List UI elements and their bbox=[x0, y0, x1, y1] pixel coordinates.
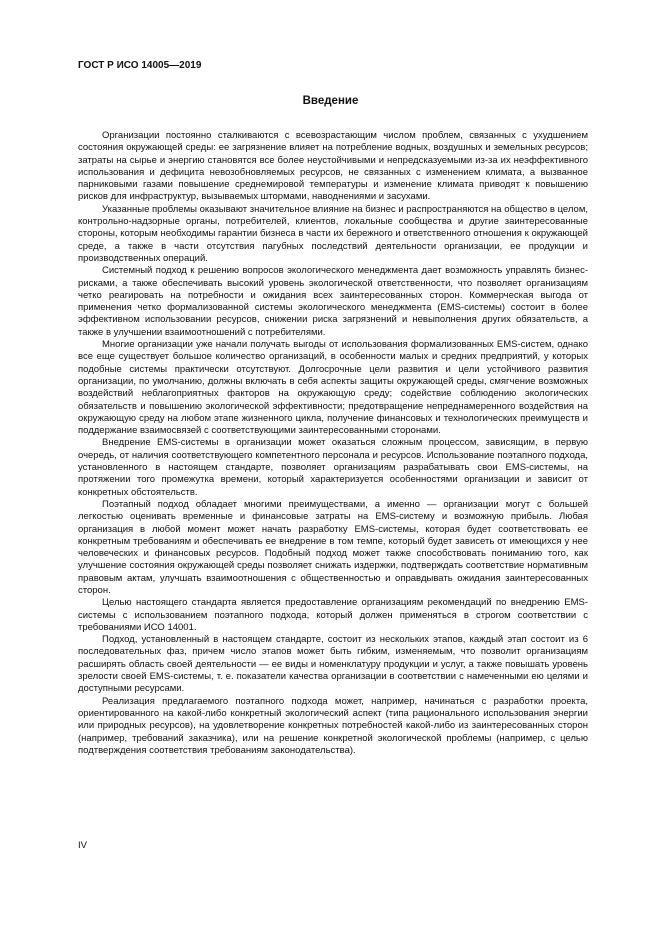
paragraph: Системный подход к решению вопросов экологического менеджмента дает возможность управлять бизнес-рисками, а также обеспечивать высокий уровень экологической ответственности, что позволяет организациям четко реагировать на потребности и ожидания всех заинтересованных сторон. Коммерческая выгода от применения четко формализованной системы экологического менеджмента (EMS-системы) состоит в более эффективном использовании ресурсов, снижении риска загрязнений и невыполнения других обязательств, а также в улучшении взаимоотношений с потребителями. bbox=[78, 265, 588, 338]
body-text bbox=[78, 130, 588, 757]
section-title: Введение bbox=[302, 95, 359, 107]
standard-header: ГОСТ Р ИСО 14005—2019 bbox=[78, 60, 202, 71]
paragraph: Внедрение EMS-системы в организации может оказаться сложным процессом, зависящим, в первую очередь, от наличия соответствующего компетентного персонала и ресурсов. Использование поэтапного подхода, установленного в настоящем стандарте, позволяет организациям разрабатывать свои EMS-системы, на протяжении того промежутка времени, который характеризуется особенностями организации и зависит от конкретных обстоятельств. bbox=[78, 437, 588, 498]
paragraph: Целью настоящего стандарта является предоставление организациям рекомендаций по внедрению EMS-системы с использованием поэтапного подхода, который должен применяться в строгом соответствии с требованиями ИСО 14001. bbox=[78, 597, 588, 633]
paragraph: Подход, установленный в настоящем стандарте, состоит из нескольких этапов, каждый этап состоит из 6 последовательных фаз, причем число этапов может быть гибким, изменяемым, что позволит организациям расширять область своей деятельности — ее виды и номенклатуру продукции и услуг, а также повышать уровень зрелости своей EMS-системы, т. е. показатели качества организации в соответствии с намеченными ею целями и доступными ресурсами. bbox=[78, 634, 588, 695]
paragraph: Многие организации уже начали получать выгоды от использования формализованных EMS-систем, однако все еще существует большое количество организаций, в особенности малых и средних предприятий, у которых подобные системы практически отсутствуют. Долгосрочные цели развития и цели устойчивого развития организации, по умолчанию, должны включать в себя аспекты защиты окружающей среды, смягчение возможных воздействий неблагоприятных факторов на окружающую среду; содействие соблюдению экологических обязательств и повышению экологической эффективности; предотвращение непреднамеренного воздействия на окружающую среду на любом этапе жизненного цикла, получение финансовых и технологических преимуществ и поддержание взаимосвязей с соответствующими заинтересованными сторонами. bbox=[78, 339, 588, 437]
paragraph: Организации постоянно сталкиваются с всевозрастающим числом проблем, связанных с ухудшением состояния окружающей среды: ее загрязнение влияет на потребление водных, воздушных и земельных ресурсов; затраты на сырье и энергию становятся все более неустойчивыми и непредсказуемыми из-за их неэффективного использования и дефицита невозобновляемых ресурсов, не связанных с изменением климата, а вызванное парниковыми газами повышение среднемировой температуры и изменение климата приводят к повышению рисков для инфраструктур, вызываемых штормами, наводнениями и засухами. bbox=[78, 130, 588, 203]
paragraph: Поэтапный подход обладает многими преимуществами, а именно — организации могут с большей легкостью оценивать временные и финансовые затраты на EMS-систему и возможную прибыль. Любая организация в любой момент может начать разработку EMS-системы, которая будет соответствовать ее конкретным требованиям и обеспечивать ее внедрение в том темпе, который будет зависеть от имеющихся у нее человеческих и финансовых ресурсов. Подобный подход может также способствовать пониманию того, как улучшение состояния окружающей среды позволяет снижать издержки, подтверждать соответствие нормативным правовым актам, улучшать взаимоотношения с общественностью и оправдывать ожидания заинтересованных сторон. bbox=[78, 498, 588, 596]
paragraph: Реализация предлагаемого поэтапного подхода может, например, начинаться с разработки проекта, ориентированного на какой-либо конкретный экологический аспект (типа рационального использования энергии или природных ресурсов), на удовлетворение конкретных потребностей какой-либо из заинтересованных сторон (например, требований заказчика), или на решение конкретной экологической проблемы (например, с целью подтверждения соответствия требованиям законодательства). bbox=[78, 695, 588, 756]
paragraph: Указанные проблемы оказывают значительное влияние на бизнес и распространяются на общество в целом, контрольно-надзорные органы, потребителей, клиентов, локальные сообщества и другие заинтересованные стороны, которым необходимы гарантии бизнеса в части их бережного и ответственного отношения к окружающей среде, а также в части отсутствия пагубных последствий деятельности организации, ее продукции и производственных операций. bbox=[78, 203, 588, 264]
page-number: IV bbox=[78, 840, 87, 851]
